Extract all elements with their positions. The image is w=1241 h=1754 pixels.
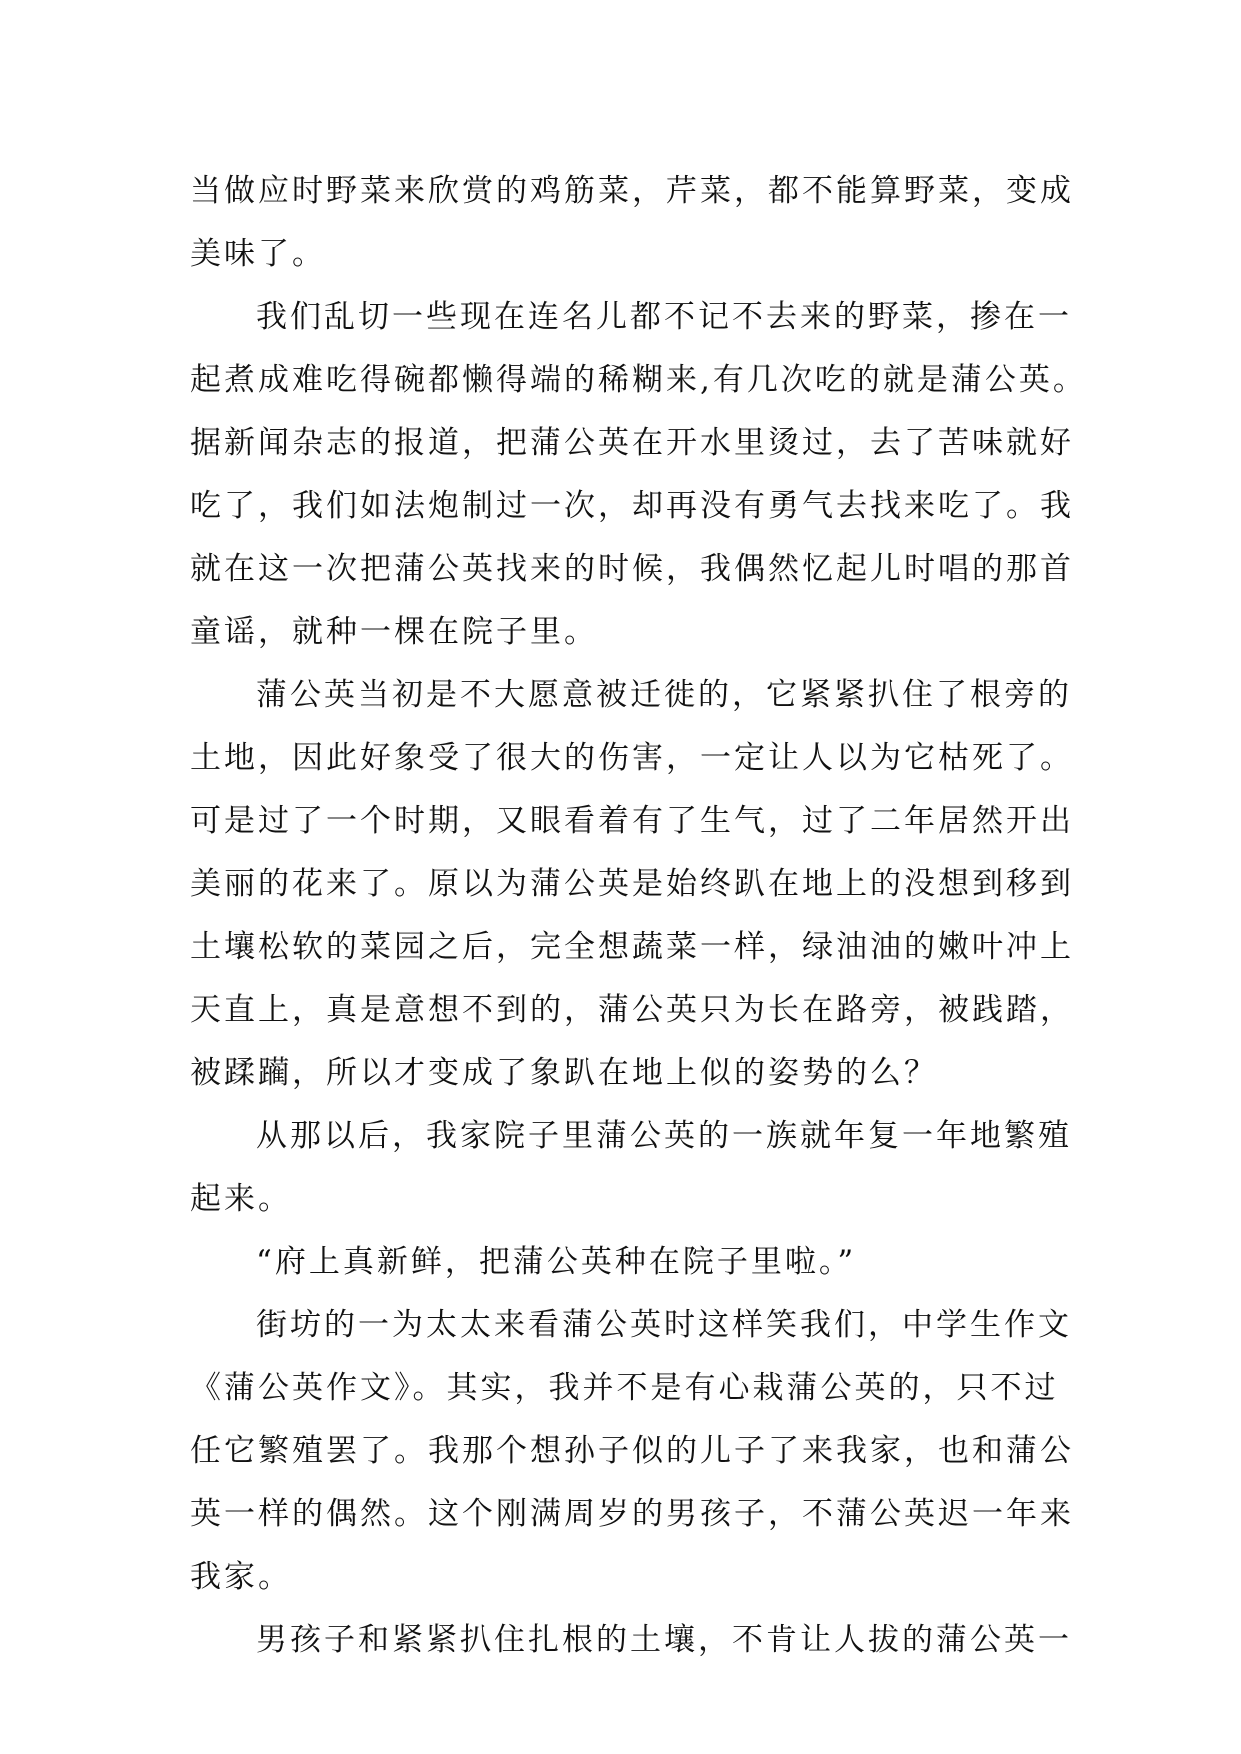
text-line: 吃了，我们如法炮制过一次，却再没有勇气去找来吃了。我 bbox=[190, 488, 1074, 524]
text-line: 被蹂躏，所以才变成了象趴在地上似的姿势的么？ bbox=[190, 1055, 938, 1091]
paragraph-first-line: 蒲公英当初是不大愿意被迁徙的，它紧紧扒住了根旁的 bbox=[256, 677, 1072, 713]
text-line: 我家。 bbox=[190, 1559, 292, 1595]
text-line: 天直上，真是意想不到的，蒲公英只为长在路旁，被践踏， bbox=[190, 992, 1074, 1028]
text-line: 《蒲公英作文》。其实，我并不是有心栽蒲公英的，只不过 bbox=[190, 1370, 1059, 1406]
text-line: 可是过了一个时期，又眼看着有了生气，过了二年居然开出 bbox=[190, 803, 1074, 839]
paragraph-first-line: 从那以后，我家院子里蒲公英的一族就年复一年地繁殖 bbox=[256, 1118, 1072, 1154]
quote-line: “府上真新鲜，把蒲公英种在院子里啦。” bbox=[256, 1244, 857, 1280]
text-line: 英一样的偶然。这个刚满周岁的男孩子，不蒲公英迟一年来 bbox=[190, 1496, 1074, 1532]
text-line: 任它繁殖罢了。我那个想孙子似的儿子了来我家，也和蒲公 bbox=[190, 1433, 1074, 1469]
text-line: 据新闻杂志的报道，把蒲公英在开水里烫过，去了苦味就好 bbox=[190, 425, 1074, 461]
paragraph-first-line: 我们乱切一些现在连名儿都不记不去来的野菜，掺在一 bbox=[256, 299, 1072, 335]
body-text bbox=[190, 160, 1087, 1672]
text-line: 美丽的花来了。原以为蒲公英是始终趴在地上的没想到移到 bbox=[190, 866, 1074, 902]
text-line: 土地，因此好象受了很大的伤害，一定让人以为它枯死了。 bbox=[190, 740, 1074, 776]
text-line: 起煮成难吃得碗都懒得端的稀糊来,有几次吃的就是蒲公英。 bbox=[190, 362, 1087, 398]
text-line: 起来。 bbox=[190, 1181, 292, 1217]
paragraph-first-line: 男孩子和紧紧扒住扎根的土壤，不肯让人拔的蒲公英一 bbox=[256, 1622, 1072, 1658]
text-line: 当做应时野菜来欣赏的鸡筋菜，芹菜，都不能算野菜，变成 bbox=[190, 173, 1074, 209]
text-line: 童谣，就种一棵在院子里。 bbox=[190, 614, 598, 650]
text-line: 土壤松软的菜园之后，完全想蔬菜一样，绿油油的嫩叶冲上 bbox=[190, 929, 1074, 965]
text-line: 就在这一次把蒲公英找来的时候，我偶然忆起儿时唱的那首 bbox=[190, 551, 1074, 587]
text-line: 美味了。 bbox=[190, 236, 326, 272]
paragraph-first-line: 街坊的一为太太来看蒲公英时这样笑我们，中学生作文 bbox=[256, 1307, 1072, 1343]
